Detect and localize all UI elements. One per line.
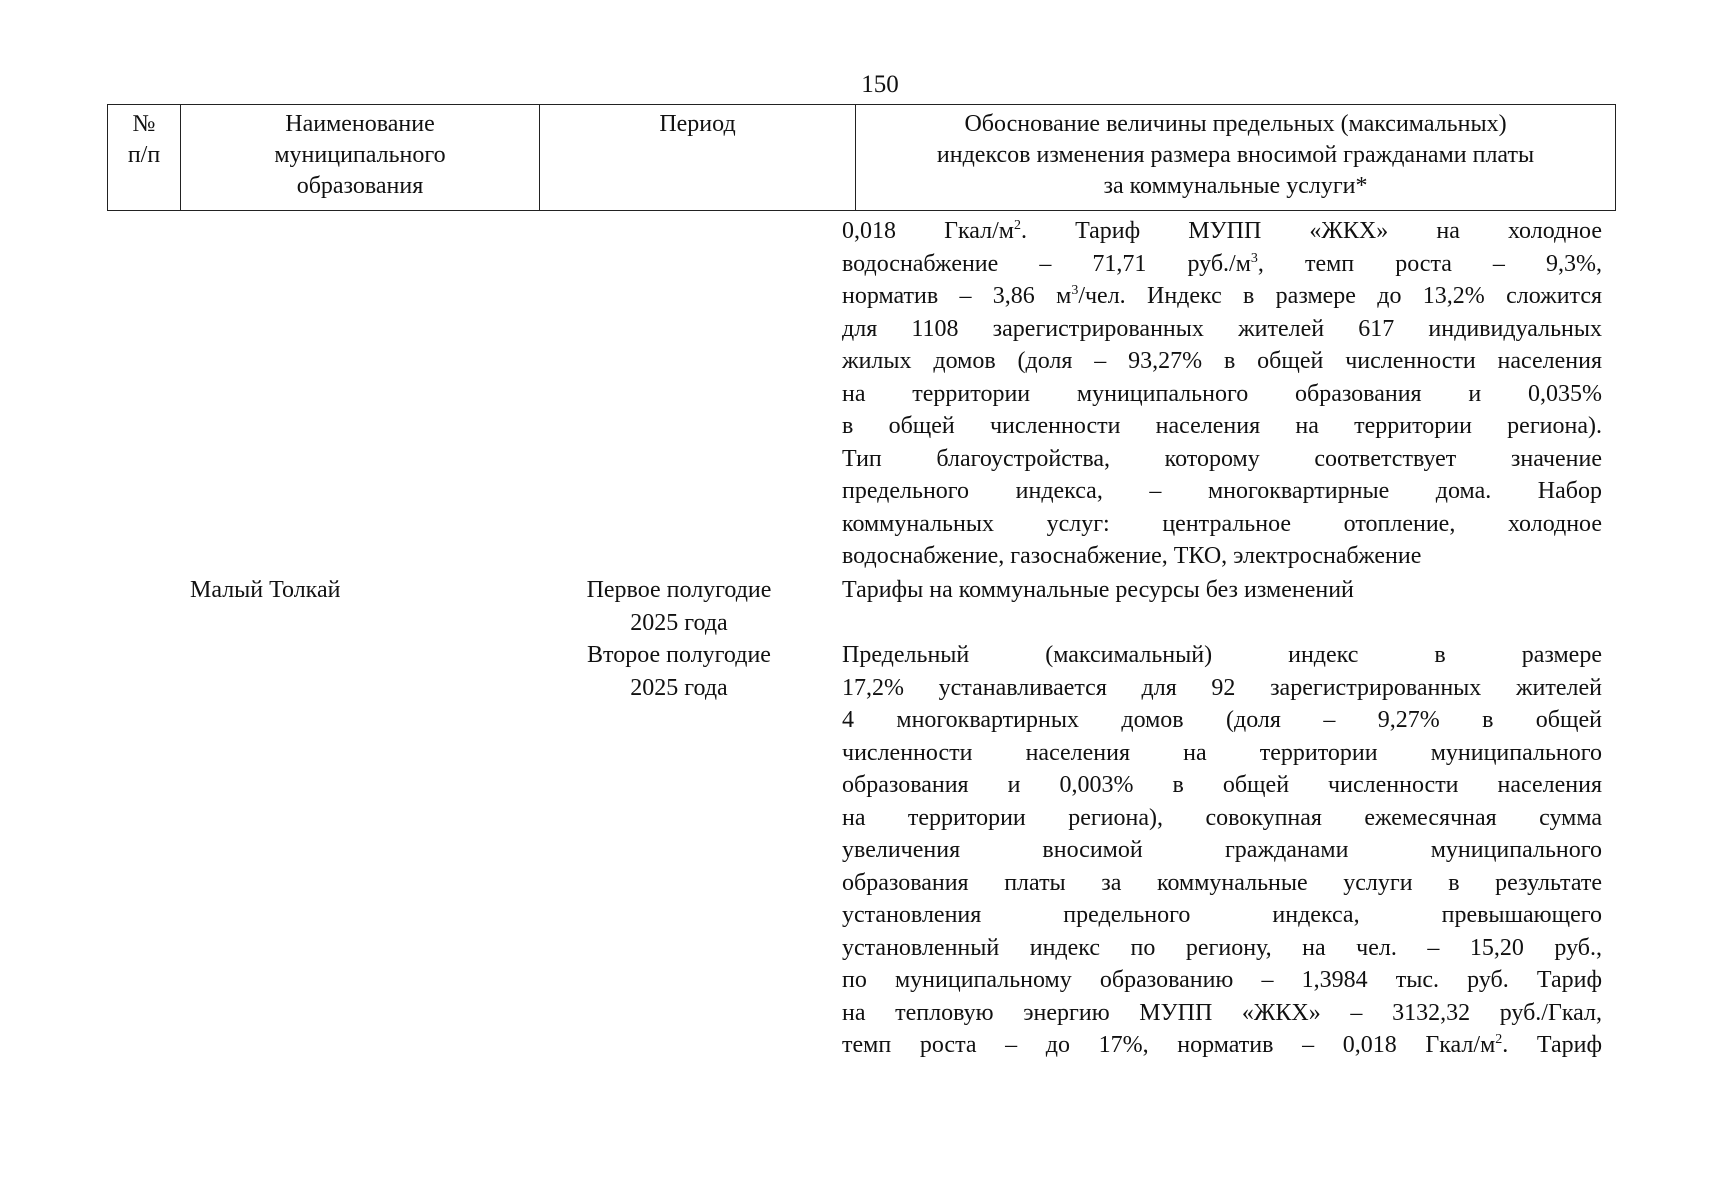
page-number: 150 (861, 71, 899, 98)
period-second-half-basis (842, 639, 1602, 1062)
text-line: установления предельного индекса, превышающего (842, 902, 1602, 928)
period-second-half-label: Второе полугодие 2025 года (587, 642, 771, 701)
text-line: норматив – 3,86 $м^3$/чел. Индекс в размере до 13,2% сложится (842, 283, 1603, 309)
header-cell-period (540, 105, 856, 211)
text-line: 4 многоквартирных домов (доля – 9,27% в общей (842, 707, 1602, 733)
header-cell-municipality (181, 105, 540, 211)
text-line: для 1108 зарегистрированных жителей 617 индивидуальных (842, 315, 1602, 342)
text-line: по муниципальному образованию – 1,3984 тыс. руб. Тариф (842, 967, 1602, 993)
text-line: установленный индекс по региону, на чел. – 15,20 руб., (842, 934, 1602, 961)
table-header (107, 104, 1616, 211)
text-line: образования и 0,003% в общей численности населения (842, 772, 1602, 798)
text-line: коммунальных услуг: центральное отопление, холодное (842, 510, 1602, 537)
text-line: в общей численности населения на территории региона). (842, 413, 1602, 439)
text-line: 0,018 Гкал/$м^2$. Тариф МУПП «ЖКХ» на холодное (842, 218, 1603, 244)
text-line: Предельный (максимальный) индекс в размере (842, 642, 1602, 668)
text-line: Тип благоустройства, которому соответствует значение (842, 445, 1602, 472)
period-first-half (540, 574, 818, 639)
text-line: на территории региона), совокупная ежемесячная сумма (842, 804, 1602, 831)
period-second-half (540, 639, 818, 704)
text-line: увеличения вносимой гражданами муниципального (842, 837, 1602, 863)
text-line: предельного индекса, – многоквартирные дома. Набор (842, 478, 1602, 504)
text-line: водоснабжение – 71,71 $руб./м^3$, темп роста – 9,3%, (842, 250, 1602, 277)
text-line: на территории муниципального образования и 0,035% (842, 380, 1602, 407)
period-first-half-basis: Тарифы на коммунальные ресурсы без изменений (842, 577, 1354, 603)
text-line: 17,2% устанавливается для 92 зарегистрированных жителей (842, 674, 1602, 701)
header-cell-number (108, 105, 181, 211)
municipality-name: Малый Толкай (190, 577, 341, 603)
header-number-label: № п/п (127, 111, 161, 168)
period-first-half-label: Первое полугодие 2025 года (586, 577, 772, 636)
text-line: численности населения на территории муниципального (842, 739, 1602, 766)
continuation-paragraph (842, 215, 1602, 573)
text-line: на тепловую энергию МУПП «ЖКХ» – 3132,32 руб./Гкал, (842, 999, 1602, 1026)
header-cell-basis (856, 105, 1616, 211)
text-line: темп роста – до 17%, норматив – 0,018 Гкал/$м^2$. Тариф (842, 1032, 1602, 1058)
header-basis-label: Обоснование величины предельных (максимальных) индексов изменения размера вносимой гражданами платы за коммунальные услуги* (936, 111, 1535, 199)
text-line: образования платы за коммунальные услуги в результате (842, 869, 1602, 896)
text-line: водоснабжение, газоснабжение, ТКО, электроснабжение (842, 543, 1422, 569)
text-line: жилых домов (доля – 93,27% в общей численности населения (842, 348, 1602, 374)
header-period-label: Период (659, 111, 736, 137)
header-municipality-label: Наименование муниципального образования (274, 111, 446, 199)
